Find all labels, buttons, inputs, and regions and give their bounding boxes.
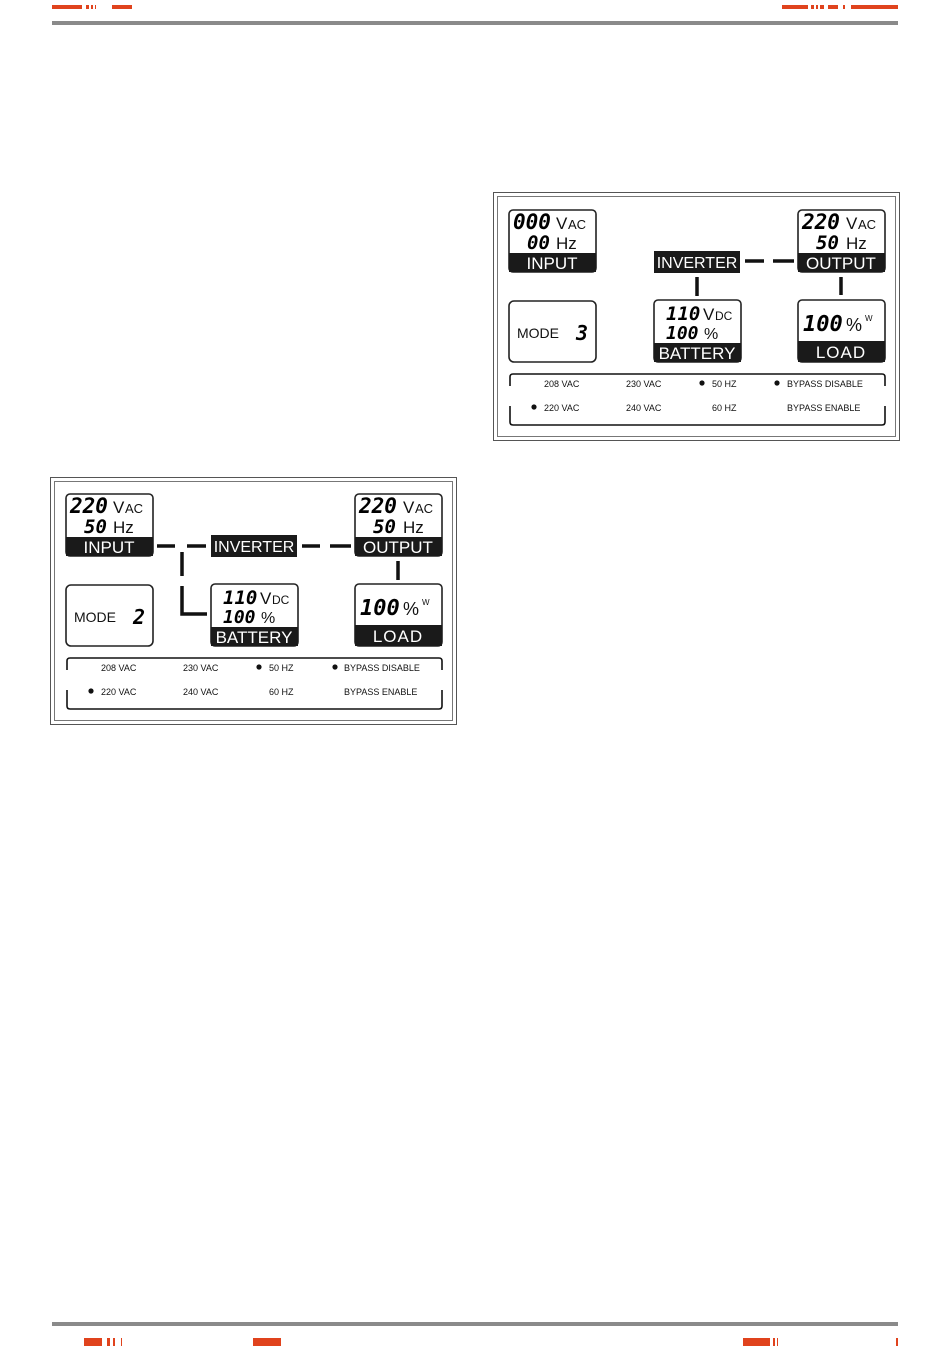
option-50hz: 50 HZ <box>269 663 294 673</box>
option-60hz: 60 HZ <box>712 403 737 413</box>
option-220vac: 220 VAC <box>101 687 137 697</box>
input-voltage-unit-v: V <box>556 214 568 233</box>
battery-percent: 100 <box>666 323 699 344</box>
input-voltage-unit-ac: AC <box>125 501 144 516</box>
input-voltage-unit-v: V <box>113 498 125 517</box>
lcd-diagram <box>51 478 456 724</box>
battery-percent-unit: % <box>704 326 719 343</box>
inverter-label: INVERTER <box>656 255 738 272</box>
input-frequency: 50 <box>84 516 107 538</box>
mode-box <box>509 301 596 362</box>
option-bypass-enable: BYPASS ENABLE <box>787 403 861 413</box>
output-frequency-unit: Hz <box>403 518 424 537</box>
option-bypass-enable: BYPASS ENABLE <box>344 687 418 697</box>
indicator-dot <box>256 664 261 669</box>
output-label: OUTPUT <box>363 538 433 557</box>
load-percent-unit: % <box>846 315 863 335</box>
input-box <box>509 210 596 273</box>
output-frequency: 50 <box>373 516 396 538</box>
option-208vac: 208 VAC <box>101 663 137 673</box>
load-box <box>798 300 885 362</box>
option-240vac: 240 VAC <box>183 687 219 697</box>
options-list <box>531 379 862 413</box>
inverter-label: INVERTER <box>213 539 295 556</box>
battery-voltage-unit-v: V <box>260 589 272 608</box>
input-box <box>66 494 153 557</box>
battery-voltage: 110 <box>223 587 258 609</box>
load-box <box>355 584 442 646</box>
battery-voltage: 110 <box>666 303 701 325</box>
option-220vac: 220 VAC <box>544 403 580 413</box>
battery-box <box>654 300 741 363</box>
mode-box <box>66 585 153 646</box>
options-list <box>88 663 419 697</box>
battery-box <box>211 584 298 647</box>
output-voltage: 220 <box>802 210 840 234</box>
output-box <box>355 494 442 557</box>
load-label: LOAD <box>815 343 867 362</box>
indicator-dot <box>774 380 779 385</box>
mode-value: 2 <box>133 605 146 629</box>
battery-voltage-unit-dc: DC <box>715 309 733 323</box>
output-frequency: 50 <box>816 232 839 254</box>
inverter-label-box <box>654 251 740 273</box>
battery-percent-unit: % <box>261 610 276 627</box>
battery-voltage-unit-dc: DC <box>272 593 290 607</box>
output-box <box>798 210 885 273</box>
input-frequency-unit: Hz <box>556 234 577 253</box>
load-w-unit: W <box>865 314 873 323</box>
load-label: LOAD <box>372 627 424 646</box>
input-frequency: 00 <box>527 232 550 254</box>
battery-label: BATTERY <box>215 628 293 647</box>
indicator-dot <box>699 380 704 385</box>
indicator-dot <box>332 664 337 669</box>
mode-label: MODE <box>74 609 116 625</box>
load-w-unit: W <box>422 598 430 607</box>
mode-value: 3 <box>576 321 589 345</box>
option-50hz: 50 HZ <box>712 379 737 389</box>
output-voltage-unit-ac: AC <box>858 217 877 232</box>
option-208vac: 208 VAC <box>544 379 580 389</box>
header-rule <box>52 21 898 25</box>
option-60hz: 60 HZ <box>269 687 294 697</box>
input-label: INPUT <box>526 254 578 273</box>
input-voltage: 220 <box>70 494 108 518</box>
output-voltage: 220 <box>359 494 397 518</box>
load-percent-unit: % <box>403 599 420 619</box>
indicator-dot <box>531 404 536 409</box>
inverter-label-box <box>211 535 297 557</box>
output-voltage-unit-v: V <box>403 498 415 517</box>
battery-voltage-unit-v: V <box>703 305 715 324</box>
option-bypass-disable: BYPASS DISABLE <box>787 379 863 389</box>
lcd-diagram <box>494 193 899 440</box>
lcd-panel-mode-3 <box>493 192 900 441</box>
battery-percent: 100 <box>223 607 256 628</box>
mode-label: MODE <box>517 325 559 341</box>
output-voltage-unit-ac: AC <box>415 501 434 516</box>
option-240vac: 240 VAC <box>626 403 662 413</box>
option-230vac: 230 VAC <box>626 379 662 389</box>
option-bypass-disable: BYPASS DISABLE <box>344 663 420 673</box>
load-percent: 100 <box>360 596 400 621</box>
battery-label: BATTERY <box>658 344 736 363</box>
option-230vac: 230 VAC <box>183 663 219 673</box>
output-label: OUTPUT <box>806 254 876 273</box>
input-voltage-unit-ac: AC <box>568 217 587 232</box>
output-frequency-unit: Hz <box>846 234 867 253</box>
load-percent: 100 <box>803 312 843 337</box>
input-voltage: 000 <box>513 210 551 234</box>
output-voltage-unit-v: V <box>846 214 858 233</box>
lcd-panel-mode-2 <box>50 477 457 725</box>
footer-rule <box>52 1322 898 1326</box>
input-label: INPUT <box>83 538 135 557</box>
indicator-dot <box>88 688 93 693</box>
input-frequency-unit: Hz <box>113 518 134 537</box>
